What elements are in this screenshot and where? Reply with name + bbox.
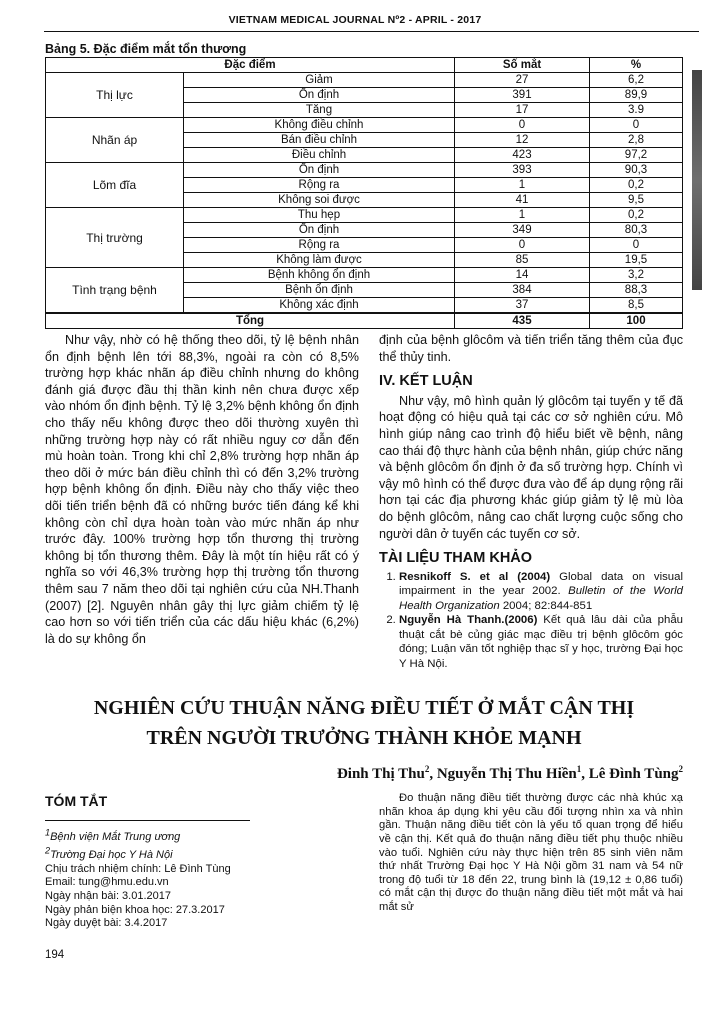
- conclusion-text: Như vậy, mô hình quản lý glôcôm tại tuyến y tế đã hoạt động có hiệu quả tại các cơ sở nghiên cứu. Mô hình giúp nâng cao trình độ hiểu biết về bệnh, nâng cao thái độ thực hành của bệnh nhân, giúp chức năng và bệnh glôcôm ổn định ở đa số trường hợp. Chính vì vậy mô hình có thể được đưa vào để áp dụng rộng rãi hơn tại các địa phương khác giúp giảm tỷ lệ mù lòa do bệnh glôcôm, nâng cao chất lượng cuộc sống cho người dân ở tuyến các tuyến cơ sở.: [379, 393, 683, 541]
- cell-percent: 0: [590, 118, 683, 133]
- group-label: Nhãn áp: [46, 118, 184, 163]
- cell-percent: 0: [590, 238, 683, 253]
- table-row: [46, 208, 683, 223]
- article-title: NGHIÊN CỨU THUẬN NĂNG ĐIỀU TIẾT Ở MẮT CẬN THỊ TRÊN NGƯỜI TRƯỞNG THÀNH KHỎE MẠNH: [93, 697, 635, 750]
- cell-percent: 9,5: [590, 193, 683, 208]
- cell-percent: 90,3: [590, 163, 683, 178]
- bottom-left-column: [45, 792, 359, 960]
- table-header-row: [46, 58, 683, 73]
- cell-feature: Không xác định: [184, 298, 455, 314]
- cell-feature: Ổn định: [184, 223, 455, 238]
- cell-count: 1: [455, 178, 590, 193]
- table-row: [46, 163, 683, 178]
- email: Email: tung@hmu.edu.vn: [45, 876, 169, 889]
- received-date: Ngày nhận bài: 3.01.2017: [45, 889, 171, 902]
- total-row: [46, 313, 683, 329]
- cell-count: 17: [455, 103, 590, 118]
- group-label: Thị trường: [46, 208, 184, 268]
- cell-count: 423: [455, 148, 590, 163]
- scan-edge-mark: [692, 70, 702, 290]
- group-label: Lõm đĩa: [46, 163, 184, 208]
- cell-percent: 89,9: [590, 88, 683, 103]
- cell-count: 384: [455, 283, 590, 298]
- left-column: [45, 332, 359, 671]
- total-label: Tổng: [46, 313, 455, 329]
- cell-feature: Điều chỉnh: [184, 148, 455, 163]
- group-label: Tình trạng bệnh: [46, 268, 184, 314]
- cell-percent: 80,3: [590, 223, 683, 238]
- cell-count: 85: [455, 253, 590, 268]
- two-column-body: [45, 332, 683, 671]
- cell-count: 1: [455, 208, 590, 223]
- cell-count: 27: [455, 73, 590, 88]
- cell-percent: 0,2: [590, 208, 683, 223]
- review-date: Ngày phản biện khoa học: 27.3.2017: [45, 903, 225, 916]
- col-header: Số mắt: [455, 58, 590, 73]
- cell-feature: Ổn định: [184, 163, 455, 178]
- cell-percent: 88,3: [590, 283, 683, 298]
- corresponding-author: Chịu trách nhiệm chính: Lê Đình Tùng: [45, 862, 231, 875]
- total-percent: 100: [590, 313, 683, 329]
- cell-count: 12: [455, 133, 590, 148]
- reference-item: 1. Resnikoff S. et al (2004) Global data on visual impairment in the year 2002. Bulletin of the World Health Organization 2004; 82:844-851: [399, 570, 683, 614]
- cell-count: 37: [455, 298, 590, 314]
- cell-count: 41: [455, 193, 590, 208]
- references-heading: TÀI LIỆU THAM KHẢO: [379, 550, 533, 567]
- cell-feature: Rộng ra: [184, 178, 455, 193]
- discussion-paragraph: Như vậy, nhờ có hệ thống theo dõi, tỷ lệ bệnh nhân ổn định bệnh lên tới 88,3%, ngoài ra còn có 8,5% trường hợp khác nhãn áp điều chỉnh nhưng do không đánh giá được đầu thị thần kinh nên chưa được xếp vào nhóm ổn định bệnh. Tỷ lệ 3,2% bệnh không ổn định cho thấy nếu không được theo dõi thường xuyên thì những trường hợp này có rất nhiều nguy cơ dẫn đến mù hoàn toàn. Trong khi chỉ 2,8% trường hợp nhãn áp theo dõi ở mức bán điều chỉnh thì có đến 3,2% trường hợp bệnh không ổn định. Điều này cho thấy việc theo dõi tiến triển bệnh đã có những bước tiến đáng kể khi không còn chỉ dựa hoàn toàn vào mức nhãn áp như trước đây. 100% trường hợp tổn thương thị trường không bị tổn thương thêm. Đây là một tín hiệu rất có ý nghĩa so với 46,3% trường hợp thị trường tổn thương thêm sau 7 năm theo dõi tại nghiên cứu của NH.Thanh (2007) [2]. Nguyên nhân gây thị lực giảm chiếm tỷ lệ cao hơn so với tiến triển của các dấu hiệu khác (6,2%) là do sự không ổn: [45, 333, 359, 646]
- table-row: [46, 268, 683, 283]
- cell-percent: 0,2: [590, 178, 683, 193]
- eye-damage-table: [45, 57, 683, 329]
- table-row: [46, 73, 683, 88]
- cell-count: 0: [455, 238, 590, 253]
- table-row: [46, 118, 683, 133]
- cell-feature: Bệnh ổn định: [184, 283, 455, 298]
- group-label: Thị lực: [46, 73, 184, 118]
- cell-percent: 8,5: [590, 298, 683, 314]
- article-start: [45, 792, 683, 960]
- cell-feature: Bán điều chỉnh: [184, 133, 455, 148]
- cell-count: 14: [455, 268, 590, 283]
- cell-feature: Thu hẹp: [184, 208, 455, 223]
- total-count: 435: [455, 313, 590, 329]
- cell-percent: 3,2: [590, 268, 683, 283]
- cell-count: 349: [455, 223, 590, 238]
- cell-feature: Rộng ra: [184, 238, 455, 253]
- cell-feature: Tăng: [184, 103, 455, 118]
- col-header: Đặc điểm: [46, 58, 455, 73]
- cell-percent: 6,2: [590, 73, 683, 88]
- reference-list: [379, 570, 683, 672]
- cell-feature: Không soi được: [184, 193, 455, 208]
- cell-count: 0: [455, 118, 590, 133]
- col-header: %: [590, 58, 683, 73]
- cell-percent: 2,8: [590, 133, 683, 148]
- right-column: [379, 332, 683, 671]
- conclusion-heading: IV. KẾT LUẬN: [379, 373, 473, 390]
- cell-feature: Bệnh không ổn định: [184, 268, 455, 283]
- cell-percent: 3.9: [590, 103, 683, 118]
- cell-feature: Không làm được: [184, 253, 455, 268]
- discussion-continuation: định của bệnh glôcôm và tiến triển tăng thêm của đục thể thủy tinh.: [379, 333, 683, 364]
- running-header: VIETNAM MEDICAL JOURNAL Nº2 - APRIL - 2017: [228, 14, 482, 26]
- cell-count: 391: [455, 88, 590, 103]
- summary-heading: TÓM TẮT: [45, 793, 108, 810]
- header-rule: [44, 31, 699, 32]
- table-caption: Bảng 5. Đặc điểm mắt tổn thương: [45, 42, 247, 56]
- cell-count: 393: [455, 163, 590, 178]
- cell-feature: Giảm: [184, 73, 455, 88]
- cell-percent: 97,2: [590, 148, 683, 163]
- footnote-rule: [45, 820, 250, 821]
- reference-item: 2. Nguyễn Hà Thanh.(2006) Kết quả lâu dài của phẫu thuật cắt bè củng giác mạc điều trị bệnh glôcôm góc đóng; Luận văn tốt nghiệp thạc sĩ y học, trường Đại học Y Hà Nội.: [399, 613, 683, 671]
- cell-feature: Không điều chỉnh: [184, 118, 455, 133]
- accepted-date: Ngày duyệt bài: 3.4.2017: [45, 917, 168, 930]
- abstract: Đo thuận năng điều tiết thường được các nhà khúc xạ nhãn khoa áp dụng khi yêu cầu đối tượng nhìn xa và nhìn gần. Thuận năng điều tiết còn là yếu tố quan trọng để hiểu về cận thị. Kết quả đo thuận năng điều tiết phụ thuộc nhiều vào tuổi. Nghiên cứu này thực hiện trên 85 sinh viên năm thứ nhất Trường Đại học Y Hà Nội gồm 31 nam và 54 nữ trong độ tuổi từ 18 đến 22, trung bình là (19,12 ± 0,86 tuổi) có mắt cận thị được đo thuận năng điều tiết một mắt và hai mắt sử: [379, 792, 683, 913]
- affiliations: $^1$Bệnh viện Mắt Trung ương $^2$Trường Đại học Y Hà Nội Chịu trách nhiệm chính: Lê Đình Tùng Email: tung@hmu.edu.vn Ngày nhận bài: 3.01.2017 Ngày phản biện khoa học: 27.3.2017 Ngày duyệt bài: 3.4.2017: [45, 826, 359, 930]
- cell-feature: Ổn định: [184, 88, 455, 103]
- page-number: 194: [45, 948, 65, 961]
- cell-percent: 19,5: [590, 253, 683, 268]
- article-authors: Đinh Thị Thu$^2$, Nguyễn Thị Thu Hiền$^1$, Lê Đình Tùng$^2$: [336, 764, 683, 783]
